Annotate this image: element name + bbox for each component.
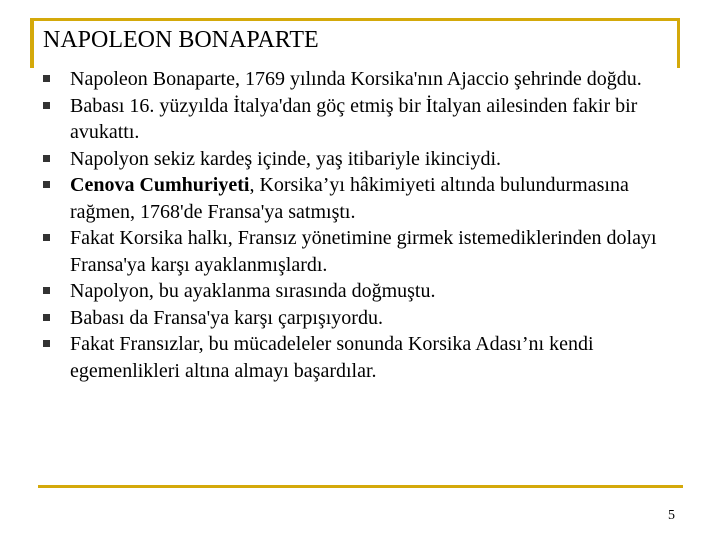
bullet-bold-text: Cenova Cumhuriyeti [70, 174, 250, 196]
slide-title: NAPOLEON BONAPARTE [43, 27, 319, 53]
title-frame-left-border [30, 18, 34, 68]
page-number: 5 [668, 508, 675, 523]
square-bullet-icon [43, 102, 50, 109]
square-bullet-icon [43, 314, 50, 321]
bullet-text: Fakat Korsika halkı, Fransız yönetimine girmek istemediklerinden dolayı Fransa'ya karşı ayaklanmışlardı. [70, 227, 657, 276]
square-bullet-icon [43, 234, 50, 241]
bullet-text: Babası da Fransa'ya karşı çarpışıyordu. [70, 306, 383, 329]
square-bullet-icon [43, 287, 50, 294]
bullet-text: Napolyon sekiz kardeş içinde, yaş itibariyle ikinciydi. [70, 147, 501, 170]
bullet-item-5 [40, 225, 680, 278]
bullet-text: , Korsika’yı hâkimiyeti altında bulundurmasına rağmen, 1768'de Fransa'ya satmıştı. [70, 174, 629, 223]
bullet-text: Fakat Fransızlar, bu mücadeleler sonunda Korsika Adası’nı kendi egemenlikleri altına almayı başardılar. [70, 333, 594, 382]
bullet-item-6 [40, 278, 680, 305]
bullet-item-7 [40, 305, 680, 332]
bullet-text: Babası 16. yüzyılda İtalya'dan göç etmiş bir İtalyan ailesinden fakir bir avukattı. [70, 94, 638, 143]
bullet-item-2 [40, 93, 680, 146]
square-bullet-icon [43, 181, 50, 188]
square-bullet-icon [43, 75, 50, 82]
title-frame-top-border [30, 18, 680, 21]
bottom-divider [38, 485, 683, 488]
bullet-item-8 [40, 331, 680, 384]
bullet-item-4 [40, 172, 680, 225]
title-frame-right-border [677, 18, 680, 68]
square-bullet-icon [43, 155, 50, 162]
bullet-list [40, 66, 680, 384]
bullet-item-1 [40, 66, 680, 93]
bullet-text: Napoleon Bonaparte, 1769 yılında Korsika'nın Ajaccio şehrinde doğdu. [70, 68, 642, 90]
bullet-item-3 [40, 146, 680, 173]
square-bullet-icon [43, 340, 50, 347]
bullet-text: Napolyon, bu ayaklanma sırasında doğmuştu. [70, 280, 436, 302]
